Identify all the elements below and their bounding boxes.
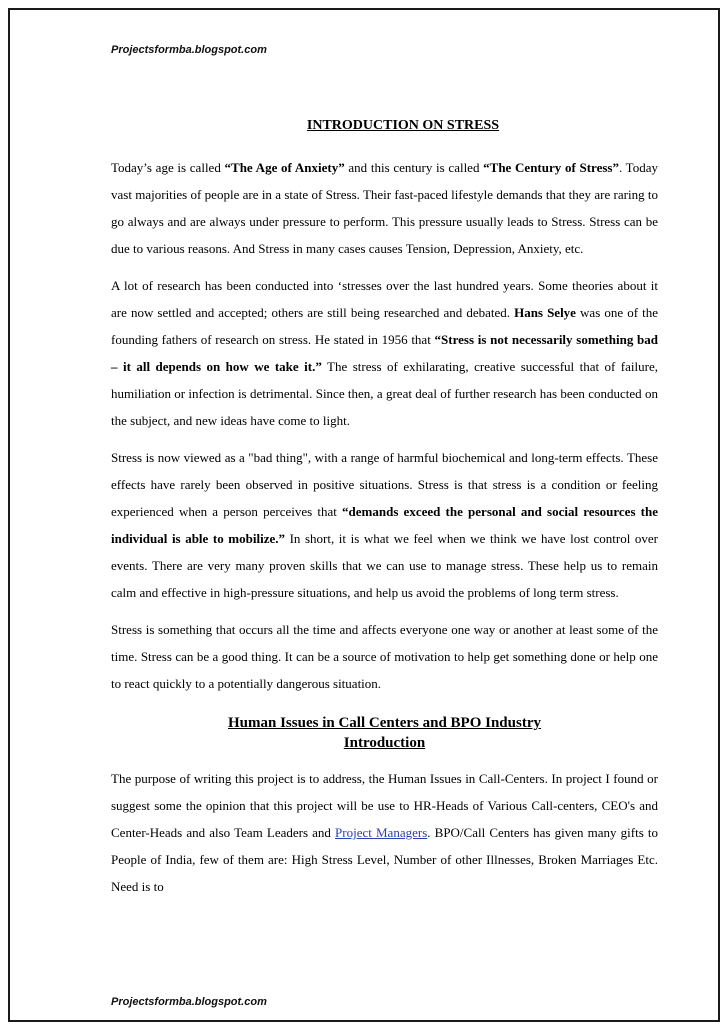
paragraph-3-text-b: In short, it is what we feel when we think we have lost control over events. There are very many proven skills that we can use to manage stress. These help us to remain calm and effective in high-pressure situations, and help us avoid the problems of long term stress. [111,531,658,600]
section-heading-line-1: Human Issues in Call Centers and BPO Industry [228,715,541,731]
paragraph-2-bold-a: Hans Selye [514,305,576,320]
paragraph-1 [111,154,658,262]
footer-running-text: Projectsformba.blogspot.com [111,996,267,1008]
title-text: INTRODUCTION ON STRESS [306,118,500,133]
section-heading-line-2: Introduction [343,735,426,751]
page-title [111,116,658,136]
paragraph-3-text-a: Stress is now viewed as a "bad thing", with a range of harmful biochemical and long-term effects. These effects have rarely been observed in positive situations. Stress is that stress is a condition or feeling experienced when a person perceives that [111,450,658,519]
paragraph-3 [111,444,658,606]
paragraph-5-text-a: The purpose of writing this project is to address, the Human Issues in Call-Centers. In project I found or suggest some the opinion that this project will be use to HR-Heads of Various Call-centers, CEO's and Center-Heads and also Team Leaders and [111,771,658,840]
paragraph-1-bold-b: “The Century of Stress” [483,160,619,175]
paragraph-2-text-a: A lot of research has been conducted into ‘stresses over the last hundred years. Some theories about it are now settled and accepted; others are still being researched and debated. [111,278,658,320]
paragraph-1-text-c: . Today vast majorities of people are in a state of Stress. Their fast-paced lifestyle demands that they are raring to go always and are always under pressure to perform. This pressure usually leads to Stress. Stress can be due to various reasons. And Stress in many cases causes Tension, Depression, Anxiety, etc. [111,160,658,256]
document-body [111,116,658,900]
paragraph-1-bold-a: “The Age of Anxiety” [224,160,345,175]
project-managers-link[interactable]: Project Managers [335,825,428,840]
paragraph-4-text: Stress is something that occurs all the time and affects everyone one way or another at least some of the time. Stress can be a good thing. It can be a source of motivation to help get something done or help one to react quickly to a potentially dangerous situation. [111,622,658,691]
paragraph-3-bold-a: “demands exceed the personal and social resources the individual is able to mobilize.” [111,504,659,546]
paragraph-4 [111,616,658,697]
paragraph-2-text-c: The stress of exhilarating, creative successful that of failure, humiliation or infection is detrimental. Since then, a great deal of further research has been conducted on the subject, and new ideas have come to light. [111,359,658,428]
paragraph-5-text-b: . BPO/Call Centers has given many gifts to People of India, few of them are: High Stress Level, Number of other Illnesses, Broken Marriages Etc. Need is to [111,825,658,894]
paragraph-1-text-a: Today’s age is called [111,160,225,175]
section-heading [111,713,658,753]
paragraph-2-bold-b: “Stress is not necessarily something bad – it all depends on how we take it.” [111,332,658,374]
paragraph-2 [111,272,658,434]
header-running-text: Projectsformba.blogspot.com [111,44,267,56]
paragraph-5 [111,765,658,900]
paragraph-1-text-b: and this century is called [344,160,484,175]
paragraph-2-text-b: was one of the founding fathers of research on stress. He stated in 1956 that [111,305,658,347]
